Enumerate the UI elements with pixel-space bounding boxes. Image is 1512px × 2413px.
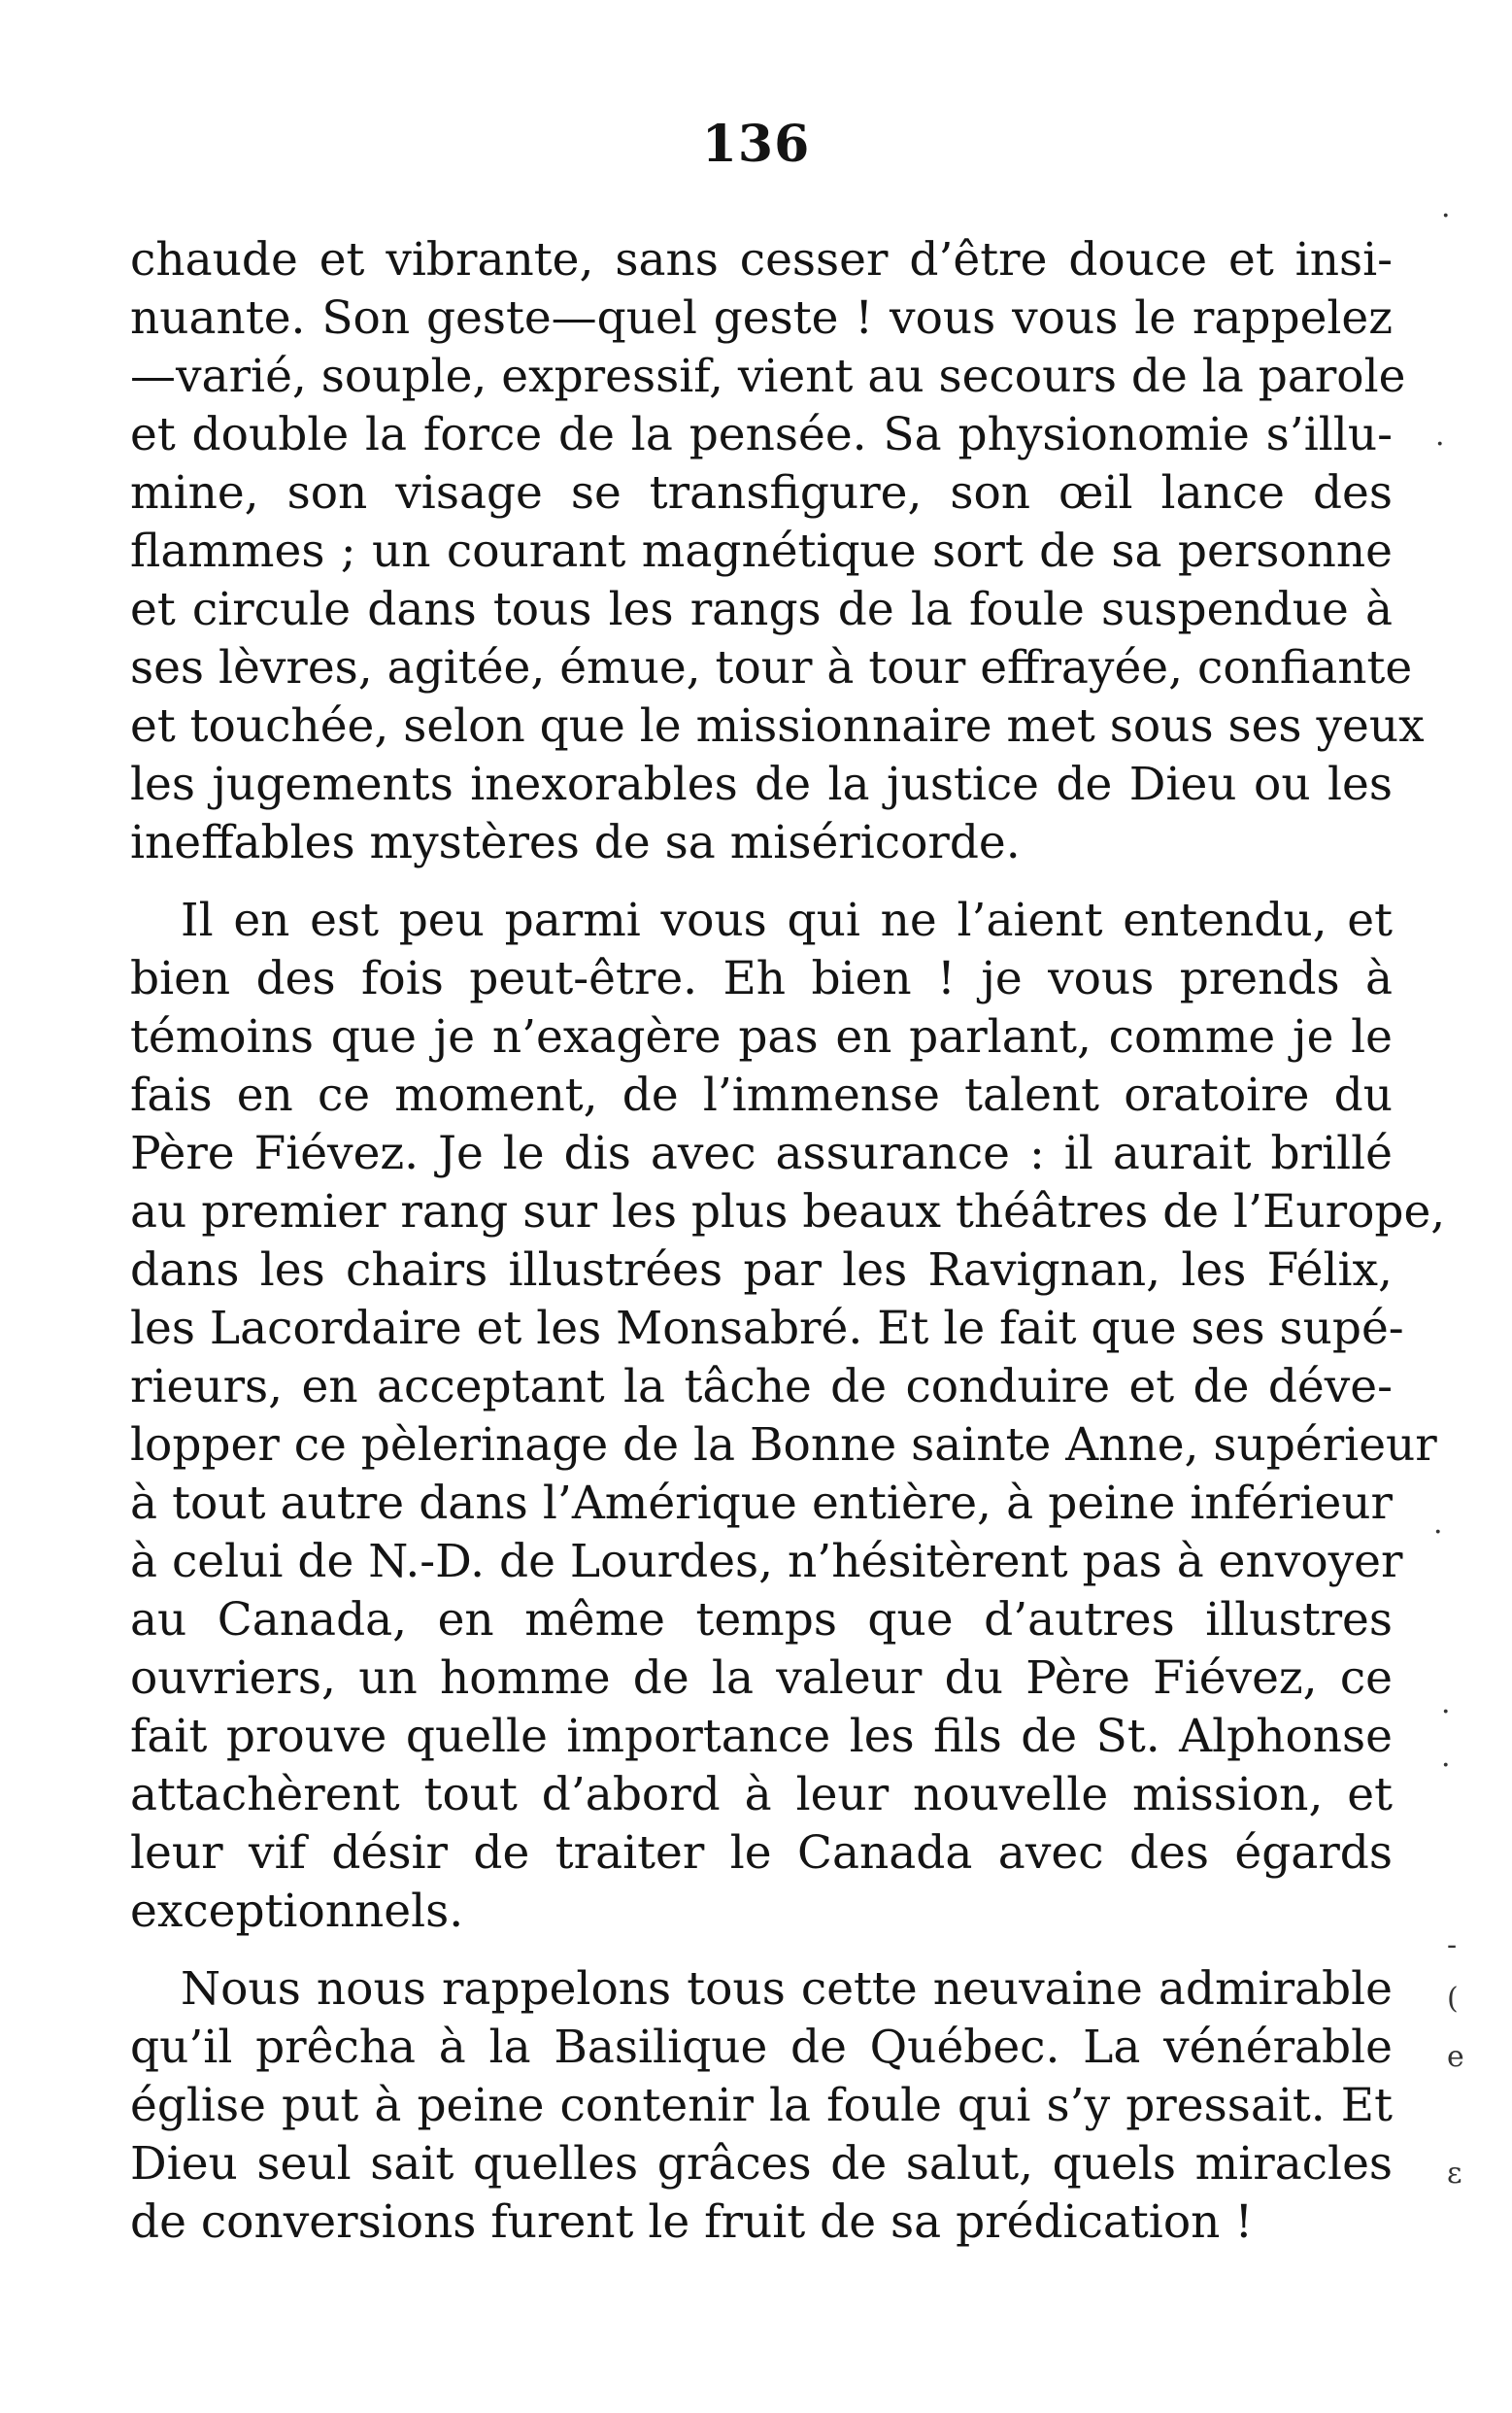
text-line: de conversions furent le fruit de sa prédication ! — [130, 2195, 1254, 2249]
text-line: flammes ; un courant magnétique sort de sa personne — [130, 525, 1393, 578]
margin-mark: · — [1441, 1749, 1451, 1783]
margin-mark: - — [1447, 1928, 1458, 1962]
text-line: et touchée, selon que le missionnaire met sous ses yeux — [130, 699, 1425, 753]
margin-mark: ε — [1447, 2157, 1462, 2191]
margin-mark: · — [1441, 1695, 1451, 1729]
text-line: —varié, souple, expressif, vient au secours de la parole — [130, 350, 1406, 403]
paragraph-1 — [130, 231, 1425, 872]
paragraph-2 — [130, 892, 1446, 1941]
margin-mark: · — [1433, 1515, 1443, 1549]
text-line: à tout autre dans l’Amérique entière, à peine inférieur — [130, 1477, 1393, 1530]
text-line: nuante. Son geste—quel geste ! vous vous le rappelez — [130, 291, 1393, 345]
text-line: dans les chairs illustrées par les Ravignan, les Félix, — [130, 1243, 1393, 1297]
paragraph-3 — [130, 1960, 1393, 2252]
text-line: qu’il prêcha à la Basilique de Québec. La vénérable — [130, 2021, 1393, 2074]
text-line: exceptionnels. — [130, 1885, 464, 1938]
text-line: chaude et vibrante, sans cesser d’être douce et insi- — [130, 233, 1393, 287]
paragraph-gap — [130, 1941, 1393, 1960]
text-line: au Canada, en même temps que d’autres illustres — [130, 1593, 1393, 1647]
text-line: Nous nous rappelons tous cette neuvaine admirable — [181, 1962, 1393, 2016]
text-line: témoins que je n’exagère pas en parlant, comme je le — [130, 1010, 1393, 1064]
text-line: leur vif désir de traiter le Canada avec des égards — [130, 1826, 1393, 1880]
text-line: lopper ce pèlerinage de la Bonne sainte Anne, supérieur — [130, 1418, 1437, 1472]
text-line: au premier rang sur les plus beaux théâtres de l’Europe, — [130, 1185, 1446, 1239]
text-line: les jugements inexorables de la justice de Dieu ou les — [130, 758, 1393, 811]
page-number: 136 — [701, 115, 811, 174]
text-line: église put à peine contenir la foule qui s’y pressait. Et — [130, 2079, 1393, 2132]
text-line: Il en est peu parmi vous qui ne l’aient entendu, et — [181, 894, 1393, 947]
paragraph-gap — [130, 872, 1393, 892]
margin-mark: · — [1441, 199, 1451, 233]
text-line: et circule dans tous les rangs de la foule suspendue à — [130, 583, 1393, 636]
text-line: Dieu seul sait quelles grâces de salut, quels miracles — [130, 2137, 1393, 2191]
text-line: ses lèvres, agitée, émue, tour à tour effrayée, confiante — [130, 641, 1413, 695]
text-line: Père Fiévez. Je le dis avec assurance : il aurait brillé — [130, 1127, 1393, 1180]
text-line: ineffables mystères de sa miséricorde. — [130, 816, 1021, 869]
text-line: ouvriers, un homme de la valeur du Père Fiévez, ce — [130, 1651, 1393, 1705]
text-line: et double la force de la pensée. Sa physionomie s’illu- — [130, 408, 1393, 461]
text-line: rieurs, en acceptant la tâche de conduire et de déve- — [130, 1360, 1393, 1413]
margin-mark: · — [1435, 427, 1445, 461]
text-line: à celui de N.-D. de Lourdes, n’hésitèrent pas à envoyer — [130, 1535, 1403, 1588]
text-line: fais en ce moment, de l’immense talent oratoire du — [130, 1069, 1393, 1122]
body-text — [130, 231, 1446, 2252]
text-line: mine, son visage se transfigure, son œil lance des — [130, 466, 1393, 520]
text-line: attachèrent tout d’abord à leur nouvelle mission, et — [130, 1768, 1393, 1821]
margin-mark: e — [1447, 2040, 1464, 2074]
text-line: bien des fois peut-être. Eh bien ! je vous prends à — [130, 952, 1393, 1005]
margin-mark: ( — [1447, 1982, 1459, 2016]
text-line: fait prouve quelle importance les fils de St. Alphonse — [130, 1710, 1393, 1763]
text-line: les Lacordaire et les Monsabré. Et le fait que ses supé- — [130, 1302, 1404, 1355]
